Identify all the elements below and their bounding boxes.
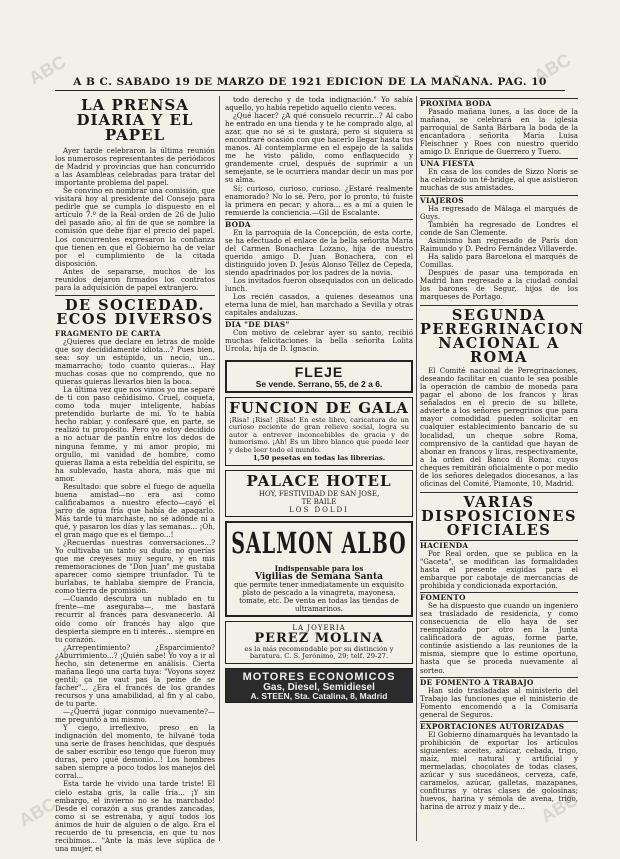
ad-salmon-albo	[225, 521, 413, 617]
column-divider	[416, 96, 417, 841]
paragraph: —¿Querrá jugar conmigo nuevamente?—me preguntó a mí mismo.	[55, 707, 215, 725]
header-divider	[55, 90, 565, 91]
ad-text: es la más recomendable por su distinción y baratura. C. S. Jerónimo, 29; telf. 29-27.	[244, 644, 394, 661]
ad-motores	[225, 668, 413, 703]
ad-text: Vigilias de Semana Santa	[255, 571, 383, 582]
ad-text: Se vende. Serrano, 55, de 2 a 6.	[255, 379, 383, 390]
ad-text: LA JOYERIA	[292, 623, 346, 632]
paragraph: Ha regresado de Málaga el marqués de Guys.	[420, 203, 578, 221]
paragraph: Asimismo han regresado de París don Raimundo y D. Pedro Fernández Villaverde.	[420, 235, 578, 253]
ad-title: SALMON ALBO	[231, 527, 407, 561]
paragraph: —Cuando descubra un nublado en tu frente—me aseguraba—, me bastará recurrir al francés para desvanecerlo. Al oído como oír francés hay algo que despierta siempre en ti interés... siempre en tu corazón.	[55, 594, 215, 644]
section-title: VARIAS DISPOSICIONES OFICIALES	[421, 493, 577, 539]
paragraph: Después de pasar una temporada en Madrid han regresado a la ciudad condal los barones de Segur, hijos de los marqueses de Portago.	[420, 267, 578, 302]
paragraph: Han sido trasladadas al ministerio del Trabajo las funciones que el ministerio de Fomento encomendó a la Comisaría general de Seguros.	[420, 685, 578, 719]
paragraph: Ayer tarde celebraron la última reunión los numerosos representantes de periódicos de Madrid y provincias que han concurrido a las Asambleas celebradas para tratar del importante problema del papel.	[55, 146, 215, 188]
paragraph: El Comité nacional de Peregrinaciones, deseando facilitar en cuanto le sea posible la operación de cambio de moneda para pagar el abono de los francos y liras señalados en el precio de su billete, advierte a los señores peregrinos que para mayor comodidad pueden solicitar en cualquier establecimiento bancario de su localidad, un cheque sobre Roma, comprensivo de la cantidad que hayan de abonar en francos y liras, respectivamente, a la orden del Banco di Roma; cuyos cheques remitirán oficialmente o por medio de los señores delegados diocesanos, a las oficinas del Comité, Piamonte, 10, Madrid.	[420, 366, 578, 488]
paragraph: En la parroquia de la Concepción, de esta corte, se ha efectuado el enlace de la bella señorita María del Carmen Bonachera Lozano, hija de nuestro querido amigo D. Juan Bonachera, con el distinguido joven D. Jesús Alonso Téllez de Cepeda, siendo apadrinados por los padres de la novia.	[225, 227, 413, 277]
ad-funcion-de-gala	[225, 397, 413, 466]
ad-text: A. STEEN, Sta. Catalina, 8, Madrid	[250, 691, 388, 702]
paragraph: El Gobierno dinamarqués ha levantado la prohibición de exportar los artículos siguientes: aceites, azúcar, cebada, trigo, maíz, miel natural y artificial y mermeladas, chocolates de todas clases, azúcar y sus sucedáneos, cerveza, café, caramelos, azúcar, galletas, mazapanes, confituras y otras clases de golosinas; huevos, harina y sémola de avena, trigo, harina de arroz y maíz y de...	[420, 729, 578, 812]
ad-title: FUNCION DE GALA	[229, 398, 409, 417]
ad-text: TE BAILE	[301, 497, 337, 506]
paragraph: Ha salido para Barcelona el marqués de Comillas.	[420, 251, 578, 269]
column-divider	[219, 96, 220, 841]
subheading: PROXIMA BODA	[420, 98, 578, 108]
watermark-stamp: ABC	[25, 51, 70, 89]
page-header: A B C. SABADO 19 DE MARZO DE 1921 EDICION DE LA MAÑANA. PAG. 10	[73, 76, 547, 88]
column-3	[420, 96, 585, 841]
ad-title: PEREZ MOLINA	[254, 630, 384, 646]
ad-title: MOTORES ECONOMICOS	[242, 670, 396, 683]
ad-text: que permite tener inmediatamente un exquisito plato de pescado a la vinagreta, mayonesa, tomate, etc. De venta en todas las tiendas de ultramarinos.	[234, 580, 404, 613]
paragraph: ¿Recuerdas nuestras conversaciones...? Yo cultivaba un tanto su duda; no querías que me creyeses muy seguro, y en mis rememoraciones de "Don Juan" me gustaba aparecer como siempre triunfador. Tú te burlabas, te hablaba siempre de Francia, como tierra de promisión.	[55, 538, 215, 596]
paragraph: ¿Qué hacer? ¿A qué consuelo recurrir...? Al cabo he entrado en una tienda y te he comprado algo, al azar, que no sé si te gustará, pero si siquiera si encontraré ocasión con que hacerlo llegar hasta tus manos. Al contemplarme en el espejo de la salida me he visto pálido, como enflaquecido y grandemente cruel, después de suprimir a un semejante, se le ocurriera mandar decir un mas por su alma.	[225, 111, 413, 185]
ad-text: Indispensable para los	[274, 563, 364, 573]
subheading: UNA FIESTA	[420, 158, 578, 168]
subheading: DIA "DE DIAS"	[225, 319, 413, 329]
ad-perez-molina	[225, 621, 413, 664]
paragraph: ¿Arrepentimiento? ¿Esparcimiento? ¿Aburrimiento...? ¡Quién sabe! Yo voy a ir al hecho, sin detenerme en análisis. Cierta mañana llegó una carta tuya: "Voyons soyez gentil; ça ne vaut pas la peine de se facher"... ¿Era el francés de los grandes recursos y una amabilidad, al fin y al cabo, de tu parte.	[55, 642, 215, 708]
paragraph: Antes de separarse, muchos de los reunidos dejaron firmados los contratos para la adquisición de papel extranjero.	[55, 266, 215, 292]
paragraph: También ha regresado de Londres el conde de San Clemente.	[420, 219, 578, 237]
subheading: DE FOMENTO A TRABAJO	[420, 677, 578, 687]
column-1	[55, 96, 215, 853]
section-title: SEGUNDA PEREGRINACION NACIONAL A ROMA	[420, 307, 585, 367]
section-title: DE SOCIEDAD. ECOS DIVERSOS	[56, 296, 214, 328]
subheading: FOMENTO	[420, 592, 578, 602]
subheading: BODA	[225, 219, 413, 229]
ad-text: LOS DOLDI	[289, 505, 349, 514]
ad-text: HOY, FESTIVIDAD DE SAN JOSE,	[258, 489, 380, 498]
column-2	[225, 96, 413, 841]
paragraph: Se ha dispuesto que cuando un ingeniero sea trasladado de residencia, y como consecuencia de ello haya de ser reemplazado por otro en la Junta calificadora de aguas, forme parte, continúe asistiendo a las reuniones de la misma, siempre que lo estime oportuno, hasta que se proceda nuevamente al sorteo.	[420, 601, 578, 675]
paragraph: todo derecho y de toda indignación." Yo sabía aquello, yo había repetido aquello ciento veces.	[225, 95, 413, 113]
paragraph: La última vez que nos vimos yo me separé de ti con paso ceñidísimo. Cruel, coqueta, como toda mujer inteligente, habías pretendido burlarte de mí. Yo te había hecho rabiar, y confesaré que, en parte, se realizó tu propósito. Pero yo estoy decidido a no actuar de pantín entre los dedos de ninguna femme, y mi amor propio, mi orgullo, mi vanidad de hombre, como quieras llama a esta rebeldía del espíritu, se ha sublevado, hasta ahora, más que mi amor.	[55, 385, 215, 483]
paragraph: ¿Quieres que declare en letras de molde que soy decididamente idiota...? Pues bien, sea: soy un estúpido, un necio, un... mamarracho; todo cuanto quieras... Hay muchas cosas que no comprendo, que no quieras quieras llevarlos bien la boca.	[55, 336, 215, 387]
subheading: HACIENDA	[420, 540, 578, 550]
ad-title: PALACE HOTEL	[246, 471, 392, 490]
subheading: VIAJEROS	[420, 195, 578, 205]
paragraph: Por Real orden, que se publica en la "Gaceta", se modifican las formalidades hasta el presente exigidas para el embarque por cabotaje de mercancías de prohibida y condicionada exportación.	[420, 548, 578, 591]
ad-text: Gas, Diesel, Semidiesel	[263, 681, 375, 693]
watermark-stamp: ABC	[15, 793, 60, 831]
paragraph: Y ciego, irreflexivo, preso en la indignación del momento, te hilvané toda una serie de frases henchidas, que después de saber escribir eso tengo que fueron muy duras, pero ¡qué demonio...! Los hombres saben siempre a poco todos los manejos del corral...	[55, 723, 215, 781]
paragraph: Con motivo de celebrar ayer su santo, recibió muchas felicitaciones la bella señorita Lolita Urcola, hija de D. Ignacio.	[225, 328, 413, 354]
paragraph: Sí; curioso, curioso, curioso. ¿Estaré realmente enamorado? No lo sé. Pero, por lo pronto, tú fuiste la primera en pecar; y ahora... es a mí a quien le remuerde la conciencia.—Gil de Escalante.	[225, 183, 413, 217]
ad-title: FLEJE	[294, 364, 344, 381]
watermark-stamp: ABC	[537, 789, 582, 827]
paragraph: Esta tarde he vivido una tarde triste! El cielo estaba gris, la calle fría... ¡Y sin embargo, el invierno no se ha marchado! Desde el corazón a sus grandes zancadas, como si se estrenaba, y aquí todos los ánimos de huir de alguien o de algo. Era el recuerdo de tu presencia, en que tu nos recibimos... "Ante la más leve súplica de una mujer, el	[55, 779, 215, 853]
paragraph: Pasado mañana lunes, a las doce de la mañana, se celebrará en la iglesia parroquial de Santa Bárbara la boda de la encantadora señorita María Luisa Fleischner y Roes con nuestro querido amigo D. Enrique de Guerrero y Tuero.	[420, 107, 578, 157]
paragraph: Resultado: que sobre el fuego de aquella buena amistad—no era así como calificabamos a nuestro efecto—cayó el jarro de agua fría que había de apagarlo. Más tarde tú marchaste, no sé adónde ni a qué, y pasaron los días y las semanas... ¡Oh, el gran mago que es el tiempo...!	[55, 481, 215, 540]
ad-palace-hotel	[225, 470, 413, 517]
ad-price: 1,50 pesetas en todas las librerías.	[252, 454, 386, 463]
paragraph: Los invitados fueron obsequiados con un delicado lunch.	[225, 276, 413, 294]
subheading: EXPORTACIONES AUTORIZADAS	[420, 721, 578, 731]
subheading: FRAGMENTO DE CARTA	[55, 328, 161, 338]
watermark-stamp: ABC	[530, 49, 575, 87]
ad-fleje	[225, 360, 413, 392]
paragraph: Los recién casados, a quienes deseamos una eterna luna de miel, han marchado a Sevilla y otras capitales andaluzas.	[225, 292, 413, 318]
ad-text: ¡Risa! ¡Risa! ¡Risa! En este libro, caricatura de un curioso reciente de gran relieve social, logra su autor a entrever inconcebibles de gracia y de humorismo. ¡Ah! Es un libro blanco que puede leer y debe leer todo el mundo.	[229, 415, 409, 454]
paragraph: En casa de los condes de Sizzo Noris se ha celebrado un té-bridge, al que asistieron muchas de sus amistades.	[420, 167, 578, 193]
article-title: LA PRENSA DIARIA Y EL PAPEL	[76, 96, 194, 144]
paragraph: Se convino en nombrar una comisión, que visitará hoy al presidente del Consejo para pedirle que se cumpla lo dispuesto en el artículo 7.º de la Real orden de 26 de Julio del pasado año, al fin de que se nombre la comisión que debe fijar el precio del papel. Los concurrentes expresaron la confianza que tienen en que el Gobierno ha de velar por el cumplimiento de la citada disposición.	[55, 186, 215, 268]
